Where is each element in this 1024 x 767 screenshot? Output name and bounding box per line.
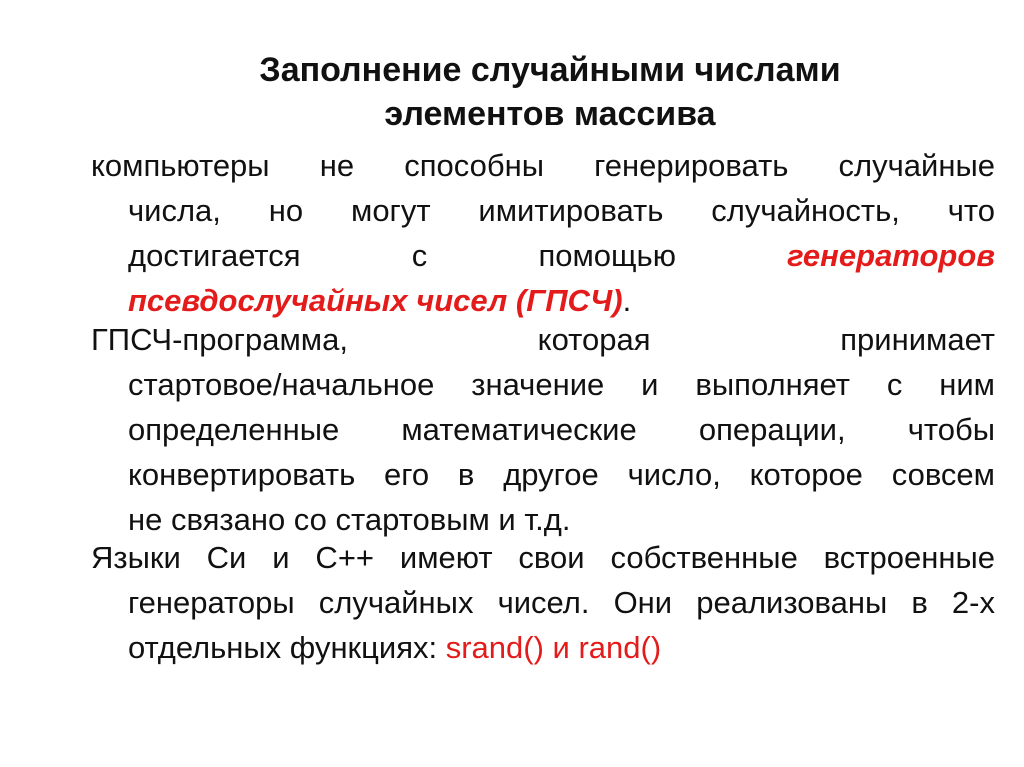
paragraph-prng-intro (91, 143, 995, 323)
paragraph-line: конвертировать его в другое число, которое совсем (128, 457, 995, 492)
paragraph-prng-definition (91, 317, 995, 542)
slide-title-line-2: элементов массива (384, 95, 716, 133)
paragraph-text: . (622, 283, 632, 318)
paragraph-line: определенные математические операции, чтобы (128, 412, 995, 447)
paragraph-line: стартовое/начальное значение и выполняет с ним (128, 367, 995, 402)
paragraph-line: не связано со стартовым и т.д. (128, 502, 571, 537)
paragraph-text: отдельных функциях: (128, 630, 446, 665)
paragraph-line: компьютеры не способны генерировать случайные (91, 148, 995, 183)
paragraph-line (128, 625, 995, 670)
highlight-functions: srand() и rand() (445, 630, 662, 665)
paragraph-c-generators (91, 535, 995, 670)
paragraph-line: ГПСЧ-программа, которая принимает (91, 322, 995, 357)
slide-title-line-1: Заполнение случайными числами (259, 51, 841, 89)
paragraph-line: числа, но могут имитировать случайность, что (128, 193, 995, 228)
paragraph-text: достигается с помощью (128, 238, 676, 273)
highlight-term-generators: генераторов (787, 238, 995, 273)
paragraph-line (128, 233, 995, 278)
paragraph-line: генераторы случайных чисел. Они реализованы в 2-х (128, 585, 995, 620)
paragraph-line: Языки Си и С++ имеют свои собственные встроенные (91, 540, 995, 575)
highlight-term-prng: псевдослучайных чисел (ГПСЧ) (128, 283, 623, 318)
